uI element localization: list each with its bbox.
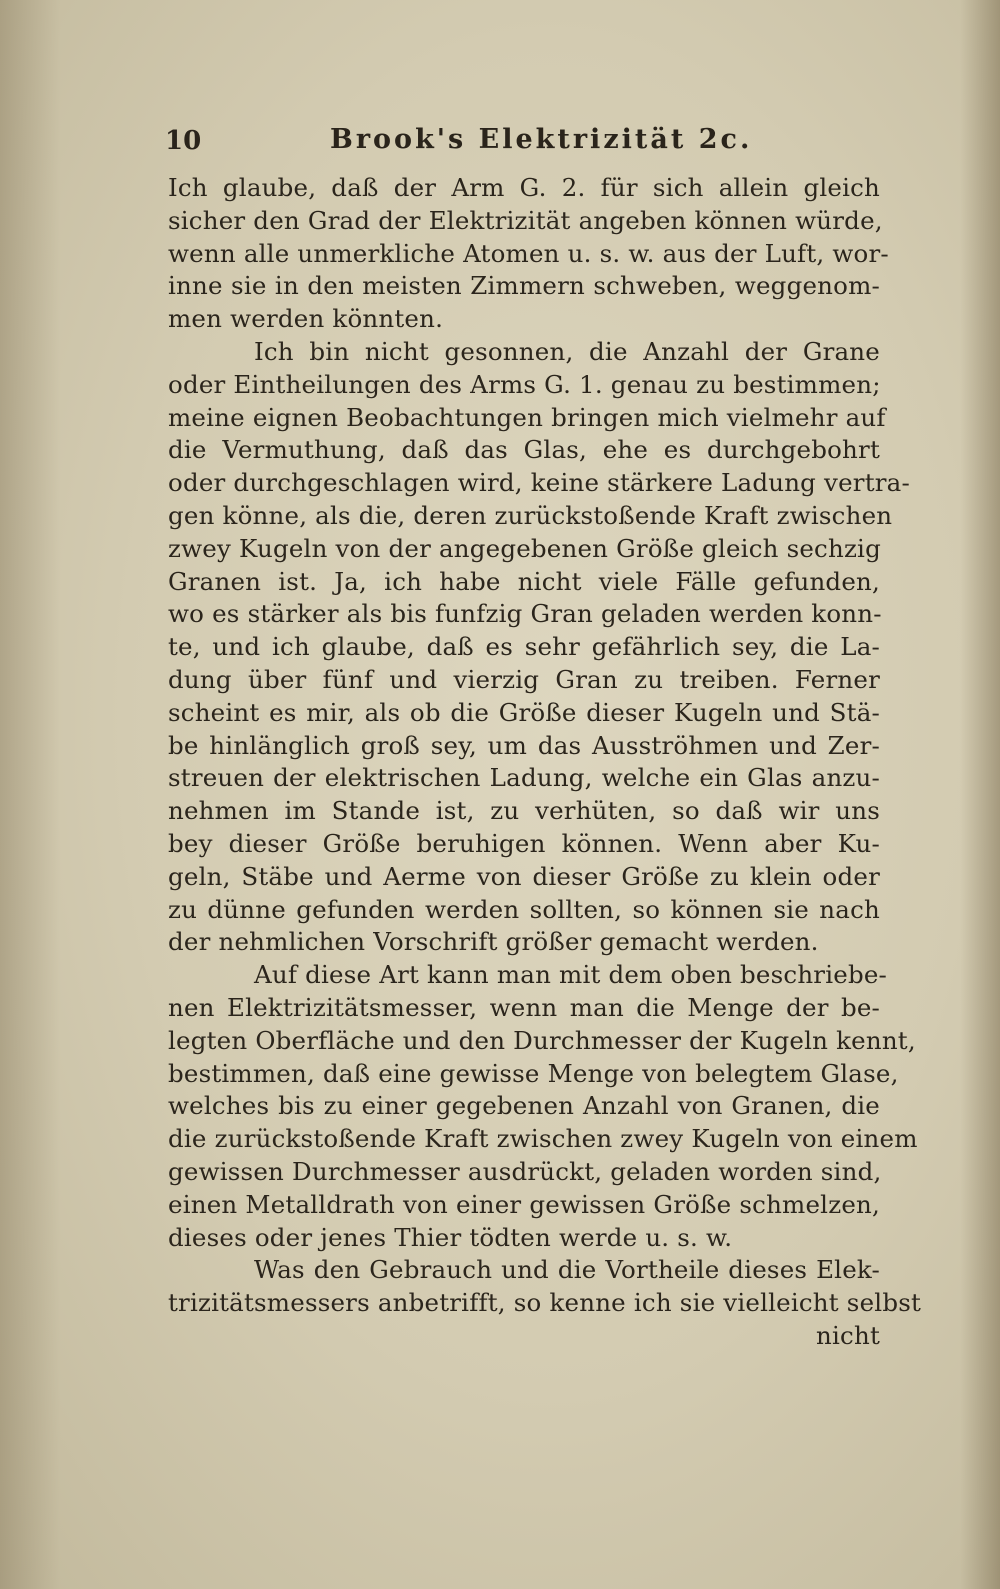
text-line: Ich bin nicht gesonnen, die Anzahl der Grane — [254, 336, 880, 366]
text-line: zwey Kugeln von der angegebenen Größe gleich sechzig — [168, 533, 881, 563]
text-line: be hinlänglich groß sey, um das Ausströhmen und Zer- — [168, 730, 880, 760]
text-line: dieses oder jenes Thier tödten werde u. s. w. — [168, 1222, 733, 1252]
body-text — [168, 172, 922, 1353]
text-line: zu dünne gefunden werden sollten, so können sie nach — [168, 894, 880, 924]
text-line: nen Elektrizitätsmesser, wenn man die Menge der be- — [168, 992, 880, 1022]
text-line: gewissen Durchmesser ausdrückt, geladen worden sind, — [168, 1156, 882, 1186]
text-line: Was den Gebrauch und die Vortheile dieses Elek- — [254, 1255, 880, 1285]
text-line: der nehmlichen Vorschrift größer gemacht werden. — [168, 927, 819, 957]
text-line: wo es stärker als bis funfzig Gran geladen werden konn- — [168, 599, 882, 629]
text-line: meine eignen Beobachtungen bringen mich vielmehr auf — [168, 402, 886, 432]
text-line: einen Metalldrath von einer gewissen Größe schmelzen, — [168, 1189, 880, 1219]
text-line: oder Eintheilungen des Arms G. 1. genau zu bestimmen; — [168, 369, 881, 399]
text-line: bey dieser Größe beruhigen können. Wenn aber Ku- — [168, 828, 880, 858]
text-line: legten Oberfläche und den Durchmesser der Kugeln kennt, — [168, 1025, 916, 1055]
text-line: die zurückstoßende Kraft zwischen zwey Kugeln von einem — [168, 1124, 918, 1154]
page-number: 10 — [165, 126, 202, 156]
text-line: sicher den Grad der Elektrizität angeben können würde, — [168, 205, 883, 235]
text-line: Auf diese Art kann man mit dem oben beschriebe- — [254, 960, 888, 990]
text-line: die Vermuthung, daß das Glas, ehe es durchgebohrt — [168, 435, 880, 465]
text-line: scheint es mir, als ob die Größe dieser Kugeln und Stä- — [168, 697, 880, 727]
text-line: wenn alle unmerkliche Atomen u. s. w. aus der Luft, wor- — [168, 238, 889, 268]
running-title: Brook's Elektrizität 2c. — [330, 124, 753, 155]
text-line: nehmen im Stande ist, zu verhüten, so daß wir uns — [168, 796, 880, 826]
text-line: te, und ich glaube, daß es sehr gefährlich sey, die La- — [168, 632, 880, 662]
text-line: bestimmen, daß eine gewisse Menge von belegtem Glase, — [168, 1058, 899, 1088]
text-line: dung über fünf und vierzig Gran zu treiben. Ferner — [168, 664, 880, 694]
text-line: trizitätsmessers anbetrifft, so kenne ich sie vielleicht selbst — [168, 1288, 922, 1318]
text-line: oder durchgeschlagen wird, keine stärkere Ladung vertra- — [168, 468, 910, 498]
text-line: Granen ist. Ja, ich habe nicht viele Fälle gefunden, — [168, 566, 880, 596]
catchword: nicht — [816, 1320, 880, 1350]
text-line: inne sie in den meisten Zimmern schweben, weggenom- — [168, 271, 880, 301]
text-line: men werden könnten. — [168, 304, 444, 334]
text-line: welches bis zu einer gegebenen Anzahl von Granen, die — [168, 1091, 880, 1121]
text-line: streuen der elektrischen Ladung, welche ein Glas anzu- — [168, 763, 880, 793]
text-line: geln, Stäbe und Aerme von dieser Größe zu klein oder — [168, 861, 880, 891]
page-header — [165, 118, 885, 158]
text-line: gen könne, als die, deren zurückstoßende Kraft zwischen — [168, 500, 893, 530]
text-line: Ich glaube, daß der Arm G. 2. für sich allein gleich — [168, 173, 880, 202]
